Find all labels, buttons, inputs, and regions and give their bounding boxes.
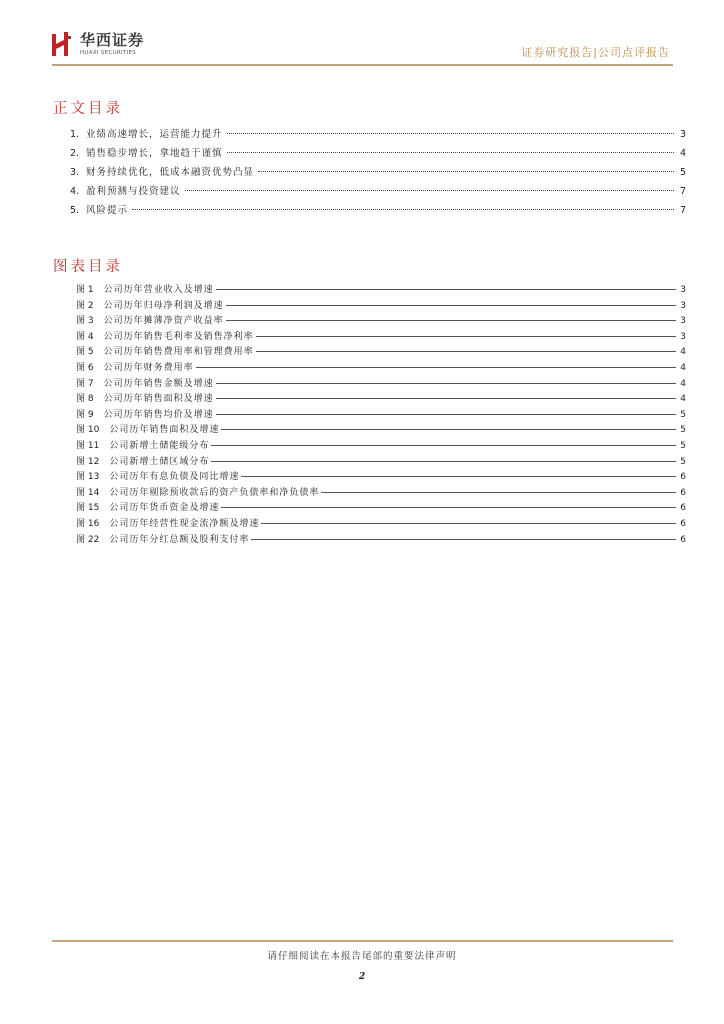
toc-entry-title: 公司新增土储区域分布	[109, 456, 210, 467]
toc-entry[interactable]	[76, 282, 686, 298]
toc-leader-dots	[226, 305, 676, 306]
toc-entry-page: 4	[680, 378, 686, 389]
toc-entry-number: 1.	[70, 129, 80, 140]
toc-entry-title: 公司历年销售面积及增速	[109, 425, 220, 436]
main-toc-title: 正文目录	[53, 101, 123, 117]
toc-entry-title: 公司历年经营性现金流净额及增速	[109, 518, 260, 529]
toc-entry-page: 4	[680, 362, 686, 373]
toc-entry[interactable]	[76, 516, 686, 532]
toc-entry-title: 公司历年财务费用率	[103, 362, 194, 373]
toc-entry-page: 4	[680, 347, 686, 358]
company-logo	[52, 32, 144, 57]
toc-entry-title: 公司历年货币资金及增速	[109, 503, 220, 514]
toc-leader-dots	[256, 336, 676, 337]
toc-entry-title: 公司新增土储能级分布	[109, 440, 210, 451]
figure-toc-list	[76, 282, 686, 547]
toc-leader-dots	[211, 461, 676, 462]
toc-entry[interactable]	[76, 485, 686, 501]
toc-entry-title: 公司历年归母净利润及增速	[103, 300, 224, 311]
toc-entry-page: 6	[680, 534, 686, 545]
toc-entry-page: 7	[679, 205, 686, 216]
toc-entry-page: 5	[680, 440, 686, 451]
toc-entry-number: 图 9	[76, 409, 94, 420]
toc-entry[interactable]	[76, 438, 686, 454]
toc-leader-dots	[227, 152, 674, 153]
toc-entry-page: 4	[680, 394, 686, 405]
toc-entry-page: 5	[680, 456, 686, 467]
toc-entry-title: 公司历年销售毛利率及销售净利率	[103, 331, 254, 342]
toc-entry-page: 7	[679, 186, 686, 197]
toc-entry-page: 5	[680, 409, 686, 420]
footer-divider	[52, 940, 673, 942]
toc-entry-number: 图 8	[76, 394, 94, 405]
logo-chinese-name: 华西证券	[80, 31, 145, 49]
main-toc-list	[70, 126, 686, 221]
toc-entry-title: 财务持续优化，低成本融资优势凸显	[86, 167, 255, 178]
toc-entry-title: 公司历年销售金额及增速	[103, 378, 214, 389]
report-type-label: 证券研究报告|公司点评报告	[521, 46, 670, 59]
toc-entry-page: 5	[680, 425, 686, 436]
toc-entry-number: 图 14	[76, 487, 100, 498]
toc-entry-number: 图 5	[76, 347, 94, 358]
toc-entry-page: 6	[680, 518, 686, 529]
toc-entry-page: 6	[680, 472, 686, 483]
toc-entry-number: 2.	[70, 148, 80, 159]
toc-leader-dots	[185, 190, 674, 191]
logo-english-name: HUAXI SECURITIES	[80, 50, 137, 56]
toc-entry-number: 5.	[70, 205, 80, 216]
toc-entry-title: 销售稳步增长，拿地趋于谨慎	[86, 148, 223, 159]
toc-leader-dots	[241, 476, 676, 477]
toc-entry[interactable]	[76, 298, 686, 314]
toc-entry-title: 风险提示	[86, 205, 129, 216]
toc-entry-page: 4	[679, 148, 686, 159]
toc-entry-number: 图 13	[76, 472, 100, 483]
toc-entry-number: 图 2	[76, 300, 94, 311]
toc-entry-page: 3	[679, 129, 686, 140]
toc-leader-dots	[216, 414, 676, 415]
toc-entry-number: 3.	[70, 167, 80, 178]
page-header	[52, 30, 672, 66]
toc-leader-dots	[196, 367, 676, 368]
toc-entry-page: 6	[680, 487, 686, 498]
toc-entry-title: 公司历年销售费用率和管理费用率	[103, 347, 254, 358]
toc-entry-number: 图 22	[76, 534, 100, 545]
toc-entry-number: 图 1	[76, 285, 94, 295]
huaxi-logo-icon	[52, 32, 72, 56]
toc-entry-title: 业绩高速增长，运营能力提升	[86, 129, 223, 140]
toc-entry[interactable]	[70, 183, 686, 202]
toc-leader-dots	[221, 507, 676, 508]
toc-entry-title: 公司历年剔除预收款后的资产负债率和净负债率	[109, 487, 320, 498]
toc-entry-page: 6	[680, 503, 686, 514]
toc-entry-title: 公司历年摊薄净资产收益率	[103, 316, 224, 327]
toc-entry-title: 盈利预测与投资建议	[86, 186, 181, 197]
toc-entry[interactable]	[76, 500, 686, 516]
toc-leader-dots	[321, 492, 676, 493]
toc-entry-number: 图 12	[76, 456, 100, 467]
toc-entry-number: 图 3	[76, 316, 94, 327]
page-number: 2	[358, 972, 366, 982]
toc-entry[interactable]	[70, 202, 686, 221]
toc-entry[interactable]	[70, 126, 686, 145]
toc-entry-page: 3	[680, 300, 686, 311]
toc-entry-number: 图 10	[76, 425, 100, 436]
toc-leader-dots	[227, 133, 674, 134]
toc-leader-dots	[258, 171, 674, 172]
toc-entry-number: 图 16	[76, 518, 100, 529]
toc-entry-number: 图 7	[76, 378, 94, 389]
toc-entry-title: 公司历年分红总额及股利支付率	[109, 534, 250, 545]
toc-leader-dots	[226, 320, 676, 321]
toc-leader-dots	[211, 445, 676, 446]
toc-entry-number: 图 15	[76, 503, 100, 514]
toc-entry[interactable]	[76, 360, 686, 376]
toc-entry[interactable]	[76, 313, 686, 329]
toc-entry[interactable]	[76, 329, 686, 345]
header-divider	[52, 64, 673, 66]
toc-entry-page: 3	[680, 316, 686, 327]
toc-entry[interactable]	[76, 407, 686, 423]
toc-entry[interactable]	[76, 454, 686, 470]
toc-entry-number: 图 11	[76, 440, 100, 451]
toc-entry-page: 3	[680, 331, 686, 342]
toc-leader-dots	[216, 383, 676, 384]
toc-entry[interactable]	[76, 344, 686, 360]
toc-leader-dots	[216, 398, 676, 399]
toc-entry[interactable]	[76, 532, 686, 548]
toc-entry[interactable]	[76, 391, 686, 407]
toc-leader-dots	[216, 289, 676, 290]
toc-entry-title: 公司历年营业收入及增速	[103, 285, 214, 295]
toc-entry-number: 4.	[70, 186, 80, 197]
toc-leader-dots	[132, 209, 674, 210]
toc-entry-title: 公司历年销售面积及增速	[103, 394, 214, 405]
toc-entry[interactable]	[70, 145, 686, 164]
toc-entry-title: 公司历年销售均价及增速	[103, 409, 214, 420]
toc-entry-number: 图 6	[76, 362, 94, 373]
toc-leader-dots	[221, 429, 676, 430]
figure-toc-title: 图表目录	[53, 259, 123, 275]
toc-entry-page: 3	[680, 285, 686, 295]
toc-entry-page: 5	[679, 167, 686, 178]
toc-leader-dots	[256, 351, 676, 352]
toc-entry[interactable]	[76, 469, 686, 485]
toc-leader-dots	[251, 539, 676, 540]
toc-entry-number: 图 4	[76, 331, 94, 342]
toc-entry[interactable]	[76, 376, 686, 392]
toc-entry[interactable]	[70, 164, 686, 183]
toc-leader-dots	[261, 523, 676, 524]
legal-disclaimer-link: 请仔细阅读在本报告尾部的重要法律声明	[267, 951, 457, 962]
toc-entry-title: 公司历年有息负债及同比增速	[109, 472, 240, 483]
toc-entry[interactable]	[76, 422, 686, 438]
